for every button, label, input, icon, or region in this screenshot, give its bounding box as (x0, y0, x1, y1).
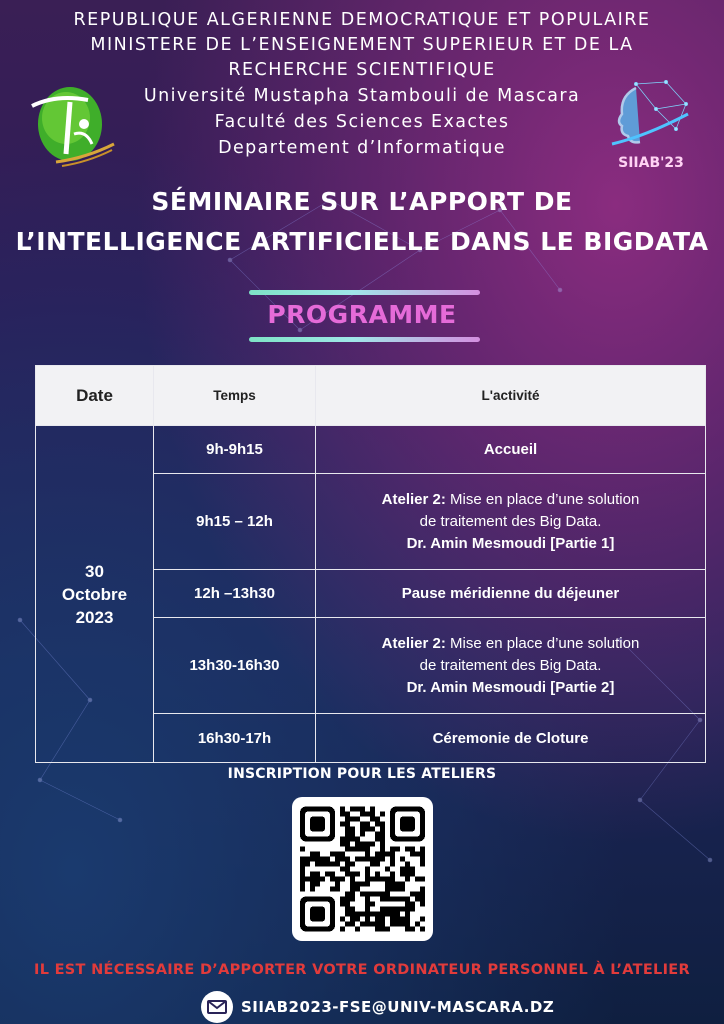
seminar-title (0, 182, 724, 262)
header-line-3: RECHERCHE SCIENTIFIQUE (228, 60, 496, 80)
table-row (36, 426, 706, 474)
header-line-2: MINISTERE DE L’ENSEIGNEMENT SUPERIEUR ET DE LA (90, 35, 634, 55)
speaker-name: Dr. Amin Mesmoudi [Partie 2] (406, 678, 615, 696)
time-cell: 13h30-16h30 (154, 618, 316, 714)
qr-code-icon (300, 805, 425, 933)
faculty-name: Faculté des Sciences Exactes (214, 112, 510, 132)
siiab-logo-icon (606, 74, 696, 174)
atelier-desc-1: Mise en place d’une solution (445, 634, 640, 652)
seminar-title-line-1: SÉMINAIRE SUR L’APPORT DE (151, 187, 573, 216)
programme-top-bar (249, 290, 480, 295)
department-name: Departement d’Informatique (218, 138, 506, 158)
activity-cell: Pause méridienne du déjeuner (316, 570, 706, 618)
activity-cell: Accueil (316, 426, 706, 474)
programme-bottom-bar (249, 337, 480, 342)
atelier-desc-2: de traitement des Big Data. (419, 512, 602, 530)
schedule-table (35, 365, 706, 763)
date-month: Octobre (61, 584, 128, 604)
time-cell: 16h30-17h (154, 714, 316, 763)
atelier-desc-1: Mise en place d’une solution (445, 490, 640, 508)
date-day: 30 (85, 561, 104, 581)
date-year: 2023 (75, 607, 114, 627)
header-line-1: REPUBLIQUE ALGERIENNE DEMOCRATIQUE ET POPULAIRE (73, 10, 651, 30)
siiab-logo-label: SIIAB'23 (618, 155, 684, 171)
time-cell: 12h –13h30 (154, 570, 316, 618)
programme-label: PROGRAMME (267, 300, 457, 329)
speaker-name: Dr. Amin Mesmoudi [Partie 1] (406, 534, 615, 552)
atelier-label: Atelier 2: (381, 634, 446, 652)
laptop-required-note: IL EST NÉCESSAIRE D’APPORTER VOTRE ORDINATEUR PERSONNEL À L’ATELIER (34, 962, 690, 978)
time-cell: 9h-9h15 (154, 426, 316, 474)
registration-qr-code[interactable] (292, 797, 433, 941)
contact-email-row[interactable] (201, 990, 554, 1024)
date-cell (36, 426, 154, 763)
activity-cell (316, 618, 706, 714)
inscription-label: INSCRIPTION POUR LES ATELIERS (227, 766, 497, 782)
header-time: Temps (154, 366, 316, 426)
atelier-desc-2: de traitement des Big Data. (419, 656, 602, 674)
university-name: Université Mustapha Stambouli de Mascara (143, 86, 581, 106)
mail-icon (201, 991, 233, 1023)
header-activity: L'activité (316, 366, 706, 426)
activity-cell: Céremonie de Cloture (316, 714, 706, 763)
schedule-header-row (36, 366, 706, 426)
time-cell: 9h15 – 12h (154, 474, 316, 570)
contact-email[interactable]: SIIAB2023-FSE@UNIV-MASCARA.DZ (241, 998, 555, 1016)
faculty-logo-icon (26, 84, 118, 172)
activity-cell (316, 474, 706, 570)
header-date: Date (36, 366, 154, 426)
seminar-title-line-2: L’INTELLIGENCE ARTIFICIELLE DANS LE BIGDATA (15, 227, 709, 256)
atelier-label: Atelier 2: (381, 490, 446, 508)
